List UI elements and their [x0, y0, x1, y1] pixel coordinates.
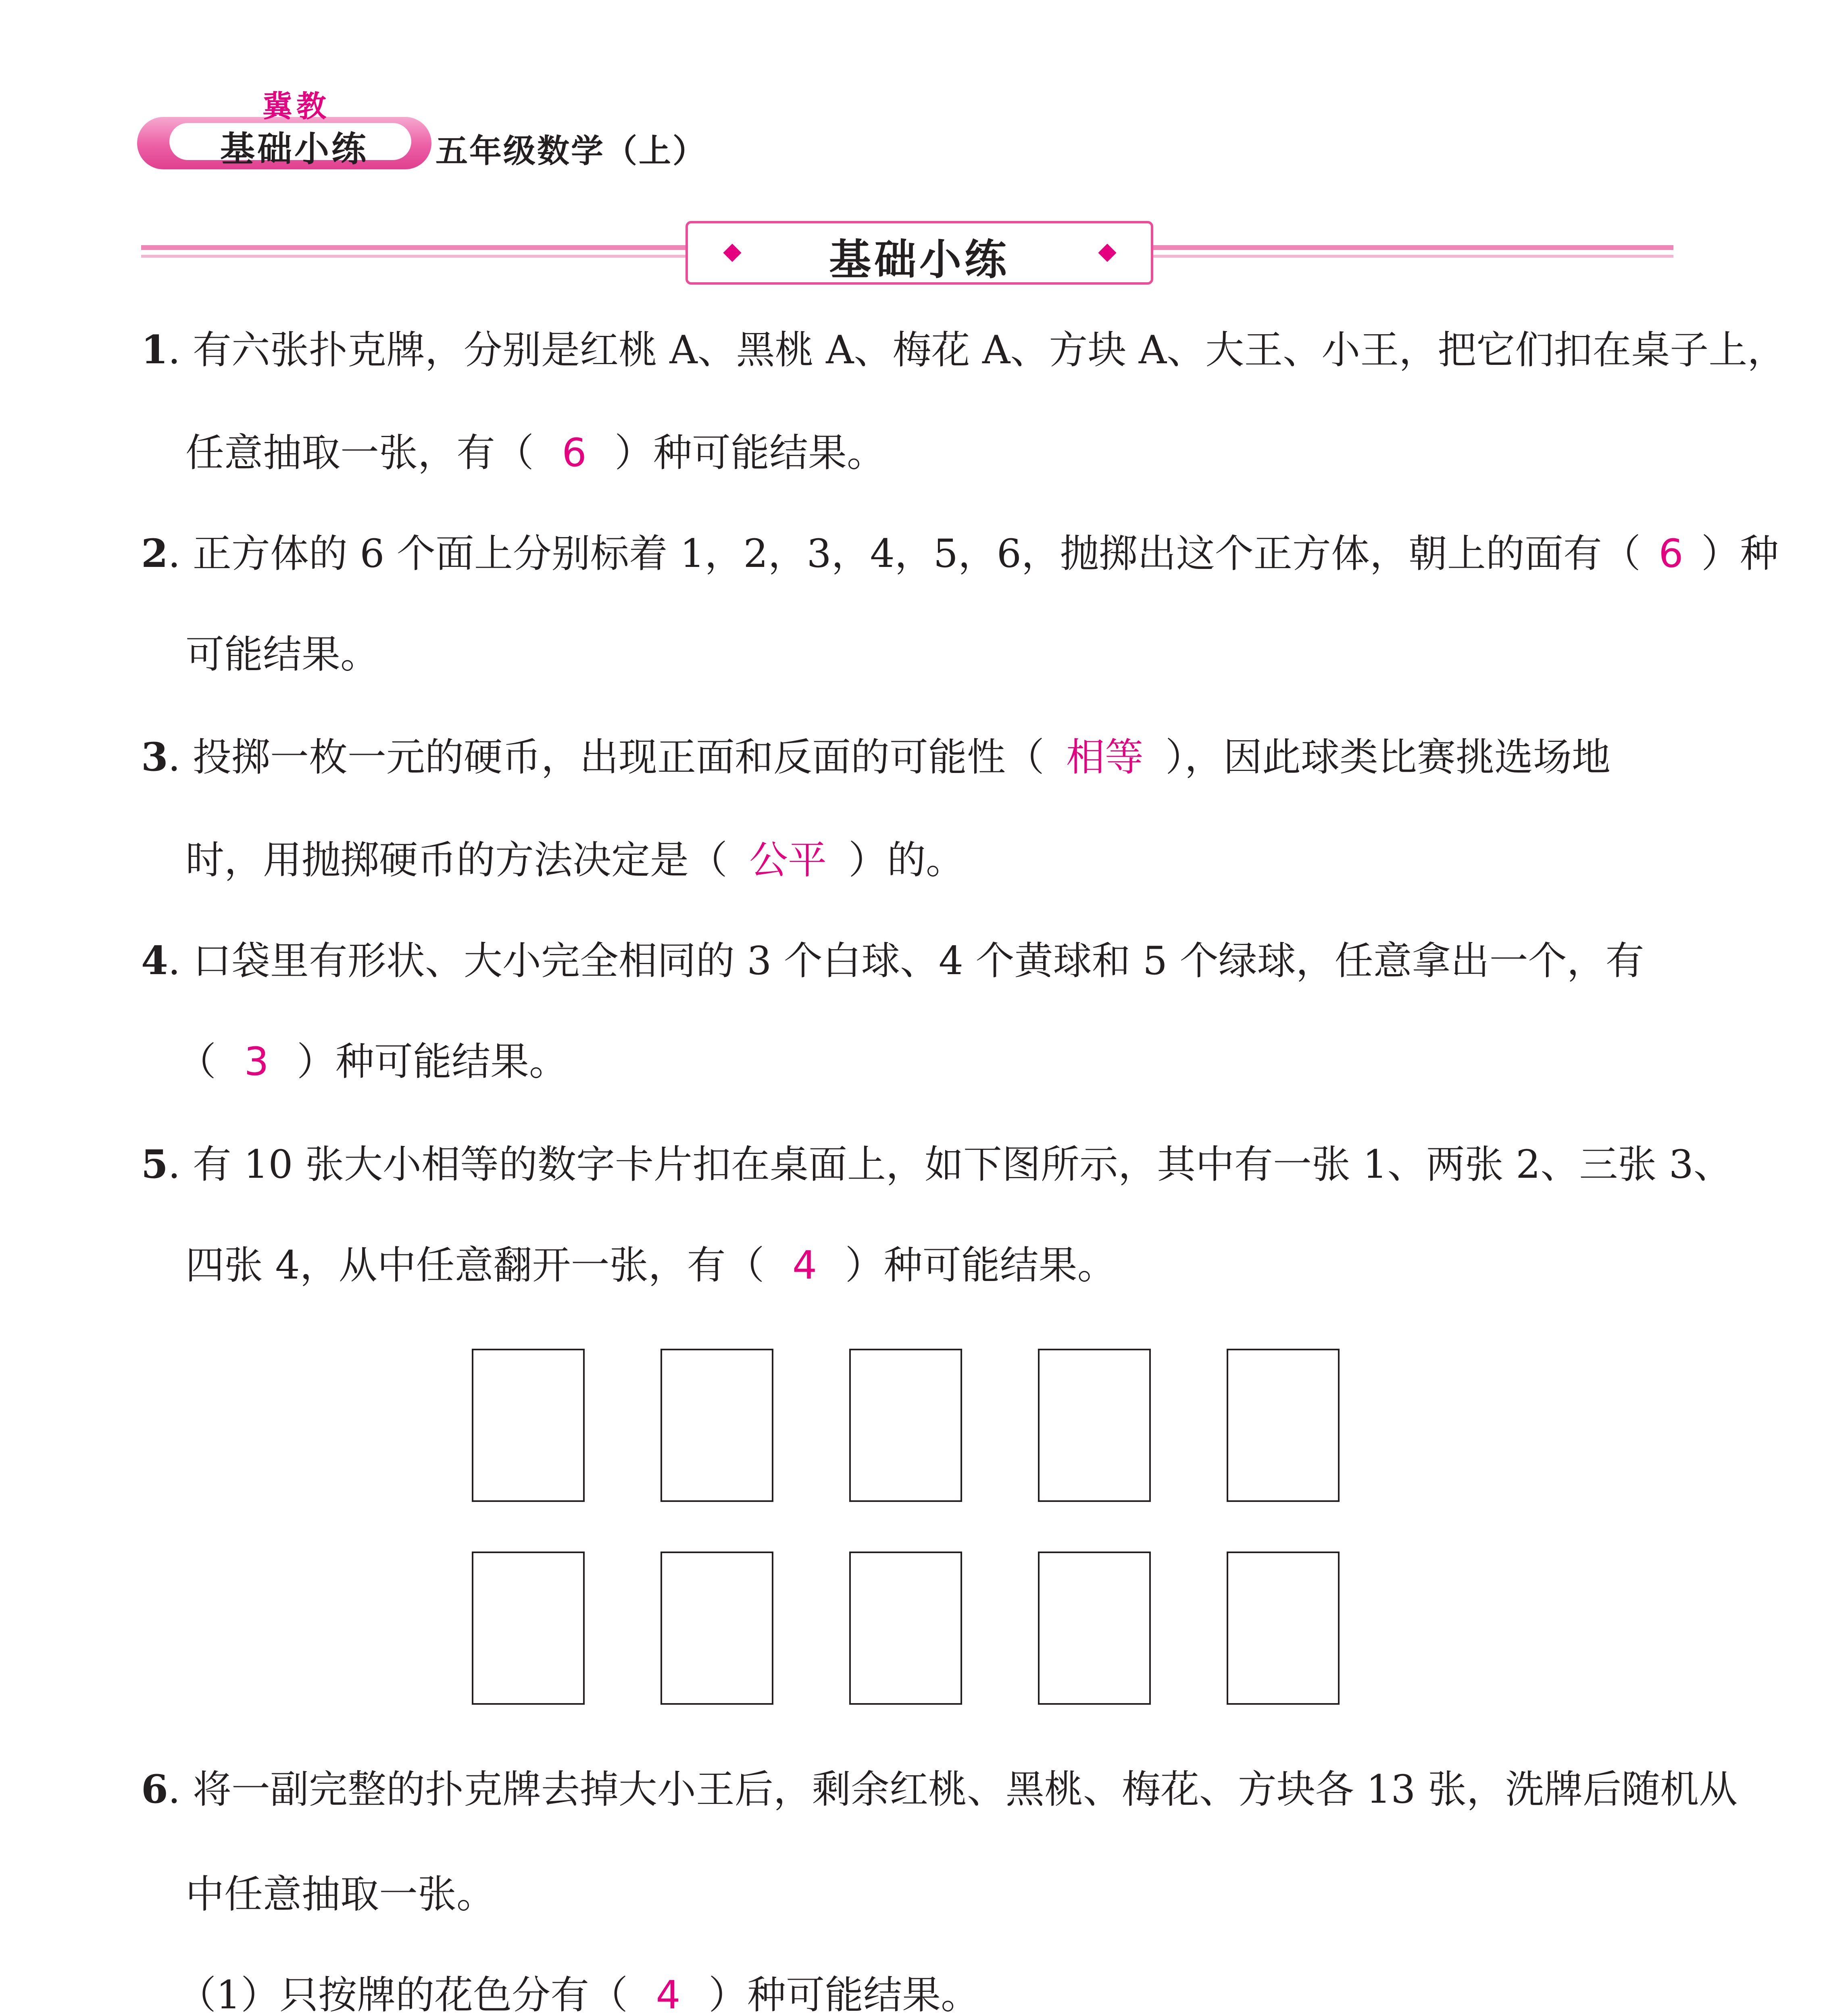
q3-text-1-pre: . 投掷一枚一元的硬币，出现正面和反面的可能性（: [168, 735, 1044, 780]
q5-answer: 4: [792, 1243, 817, 1288]
q2-line1: [141, 529, 1779, 578]
q5-text-2-post: ）种可能结果。: [845, 1243, 1116, 1288]
q3-text-2-pre: 时，用抛掷硬币的方法决定是（: [185, 837, 727, 883]
q6-line2: [185, 1870, 495, 1918]
card: [1038, 1349, 1151, 1502]
q4-text-1: . 口袋里有形状、大小完全相同的 3 个白球、4 个黄球和 5 个绿球，任意拿出一个，有: [168, 938, 1644, 983]
q6-line1: [141, 1765, 1738, 1814]
q1-line1: [141, 326, 1786, 374]
banner-stripe-right-thin: [1153, 255, 1673, 258]
q5-number: 5: [141, 1141, 168, 1187]
banner-stripe-right: [1153, 245, 1673, 250]
q4-text-2-pre: （: [177, 1039, 216, 1084]
q6-sub1-post: ）种可能结果。: [708, 1972, 980, 2016]
q6-sub1: [177, 1971, 979, 2016]
q6-sub1-answer: 4: [656, 1972, 681, 2016]
card: [472, 1552, 585, 1705]
q2-text-1-post: ）种: [1701, 531, 1779, 576]
header-series: 基础小练: [220, 129, 369, 169]
q3-answer-2: 公平: [749, 837, 827, 883]
q6-text-2: 中任意抽取一张。: [185, 1872, 495, 1917]
banner-stripe-left: [141, 245, 685, 250]
q3-text-2-post: ）的。: [848, 837, 965, 883]
q1-number: 1: [141, 327, 168, 373]
q2-text-2: 可能结果。: [185, 632, 379, 677]
q5-line1: [141, 1140, 1732, 1189]
q3-number: 3: [141, 734, 168, 780]
q3-text-1-post: ），因此球类比赛挑选场地: [1165, 735, 1611, 780]
q2-line2: [185, 630, 379, 679]
q4-text-2-post: ）种可能结果。: [297, 1039, 568, 1084]
q2-number: 2: [141, 531, 168, 576]
q6-number: 6: [141, 1766, 168, 1812]
card: [660, 1349, 773, 1502]
card: [660, 1552, 773, 1705]
header-grade-subject: 五年级数学（上）: [435, 132, 706, 170]
card: [1038, 1552, 1151, 1705]
q5-text-1: . 有 10 张大小相等的数字卡片扣在桌面上，如下图所示，其中有一张 1、两张 2、三张 3、: [168, 1142, 1732, 1187]
header-publisher: 冀教: [263, 89, 330, 124]
q3-line1: [141, 733, 1611, 781]
q1-text-2-post: ）种可能结果。: [615, 430, 885, 475]
card: [1227, 1349, 1340, 1502]
q1-line2: [185, 429, 885, 477]
q4-line2: [177, 1037, 568, 1086]
q1-answer: 6: [562, 430, 587, 475]
card: [849, 1552, 962, 1705]
q6-sub1-pre: （1）只按牌的花色分有（: [177, 1972, 628, 2016]
q3-answer-1: 相等: [1066, 735, 1144, 780]
q2-answer: 6: [1658, 531, 1683, 576]
q5-line2: [185, 1241, 1116, 1289]
q4-answer: 3: [244, 1039, 269, 1084]
q6-text-1: . 将一副完整的扑克牌去掉大小王后，剩余红桃、黑桃、梅花、方块各 13 张，洗牌后随机从: [168, 1767, 1738, 1812]
q3-line2: [185, 836, 965, 884]
q5-text-2-pre: 四张 4，从中任意翻开一张，有（: [185, 1243, 765, 1288]
q4-line1: [141, 937, 1644, 985]
card: [1227, 1552, 1340, 1705]
q2-text-1-pre: . 正方体的 6 个面上分别标着 1，2，3，4，5，6，抛掷出这个正方体，朝上的面有（: [168, 531, 1641, 576]
q1-text-2-pre: 任意抽取一张，有（: [185, 430, 534, 475]
card: [472, 1349, 585, 1502]
banner-stripe-left-thin: [141, 255, 685, 258]
card: [849, 1349, 962, 1502]
q1-text-1: . 有六张扑克牌，分别是红桃 A、黑桃 A、梅花 A、方块 A、大王、小王，把它们扣在桌子上，: [168, 327, 1786, 373]
q4-number: 4: [141, 938, 168, 983]
section-title: 基础小练: [829, 235, 1010, 284]
